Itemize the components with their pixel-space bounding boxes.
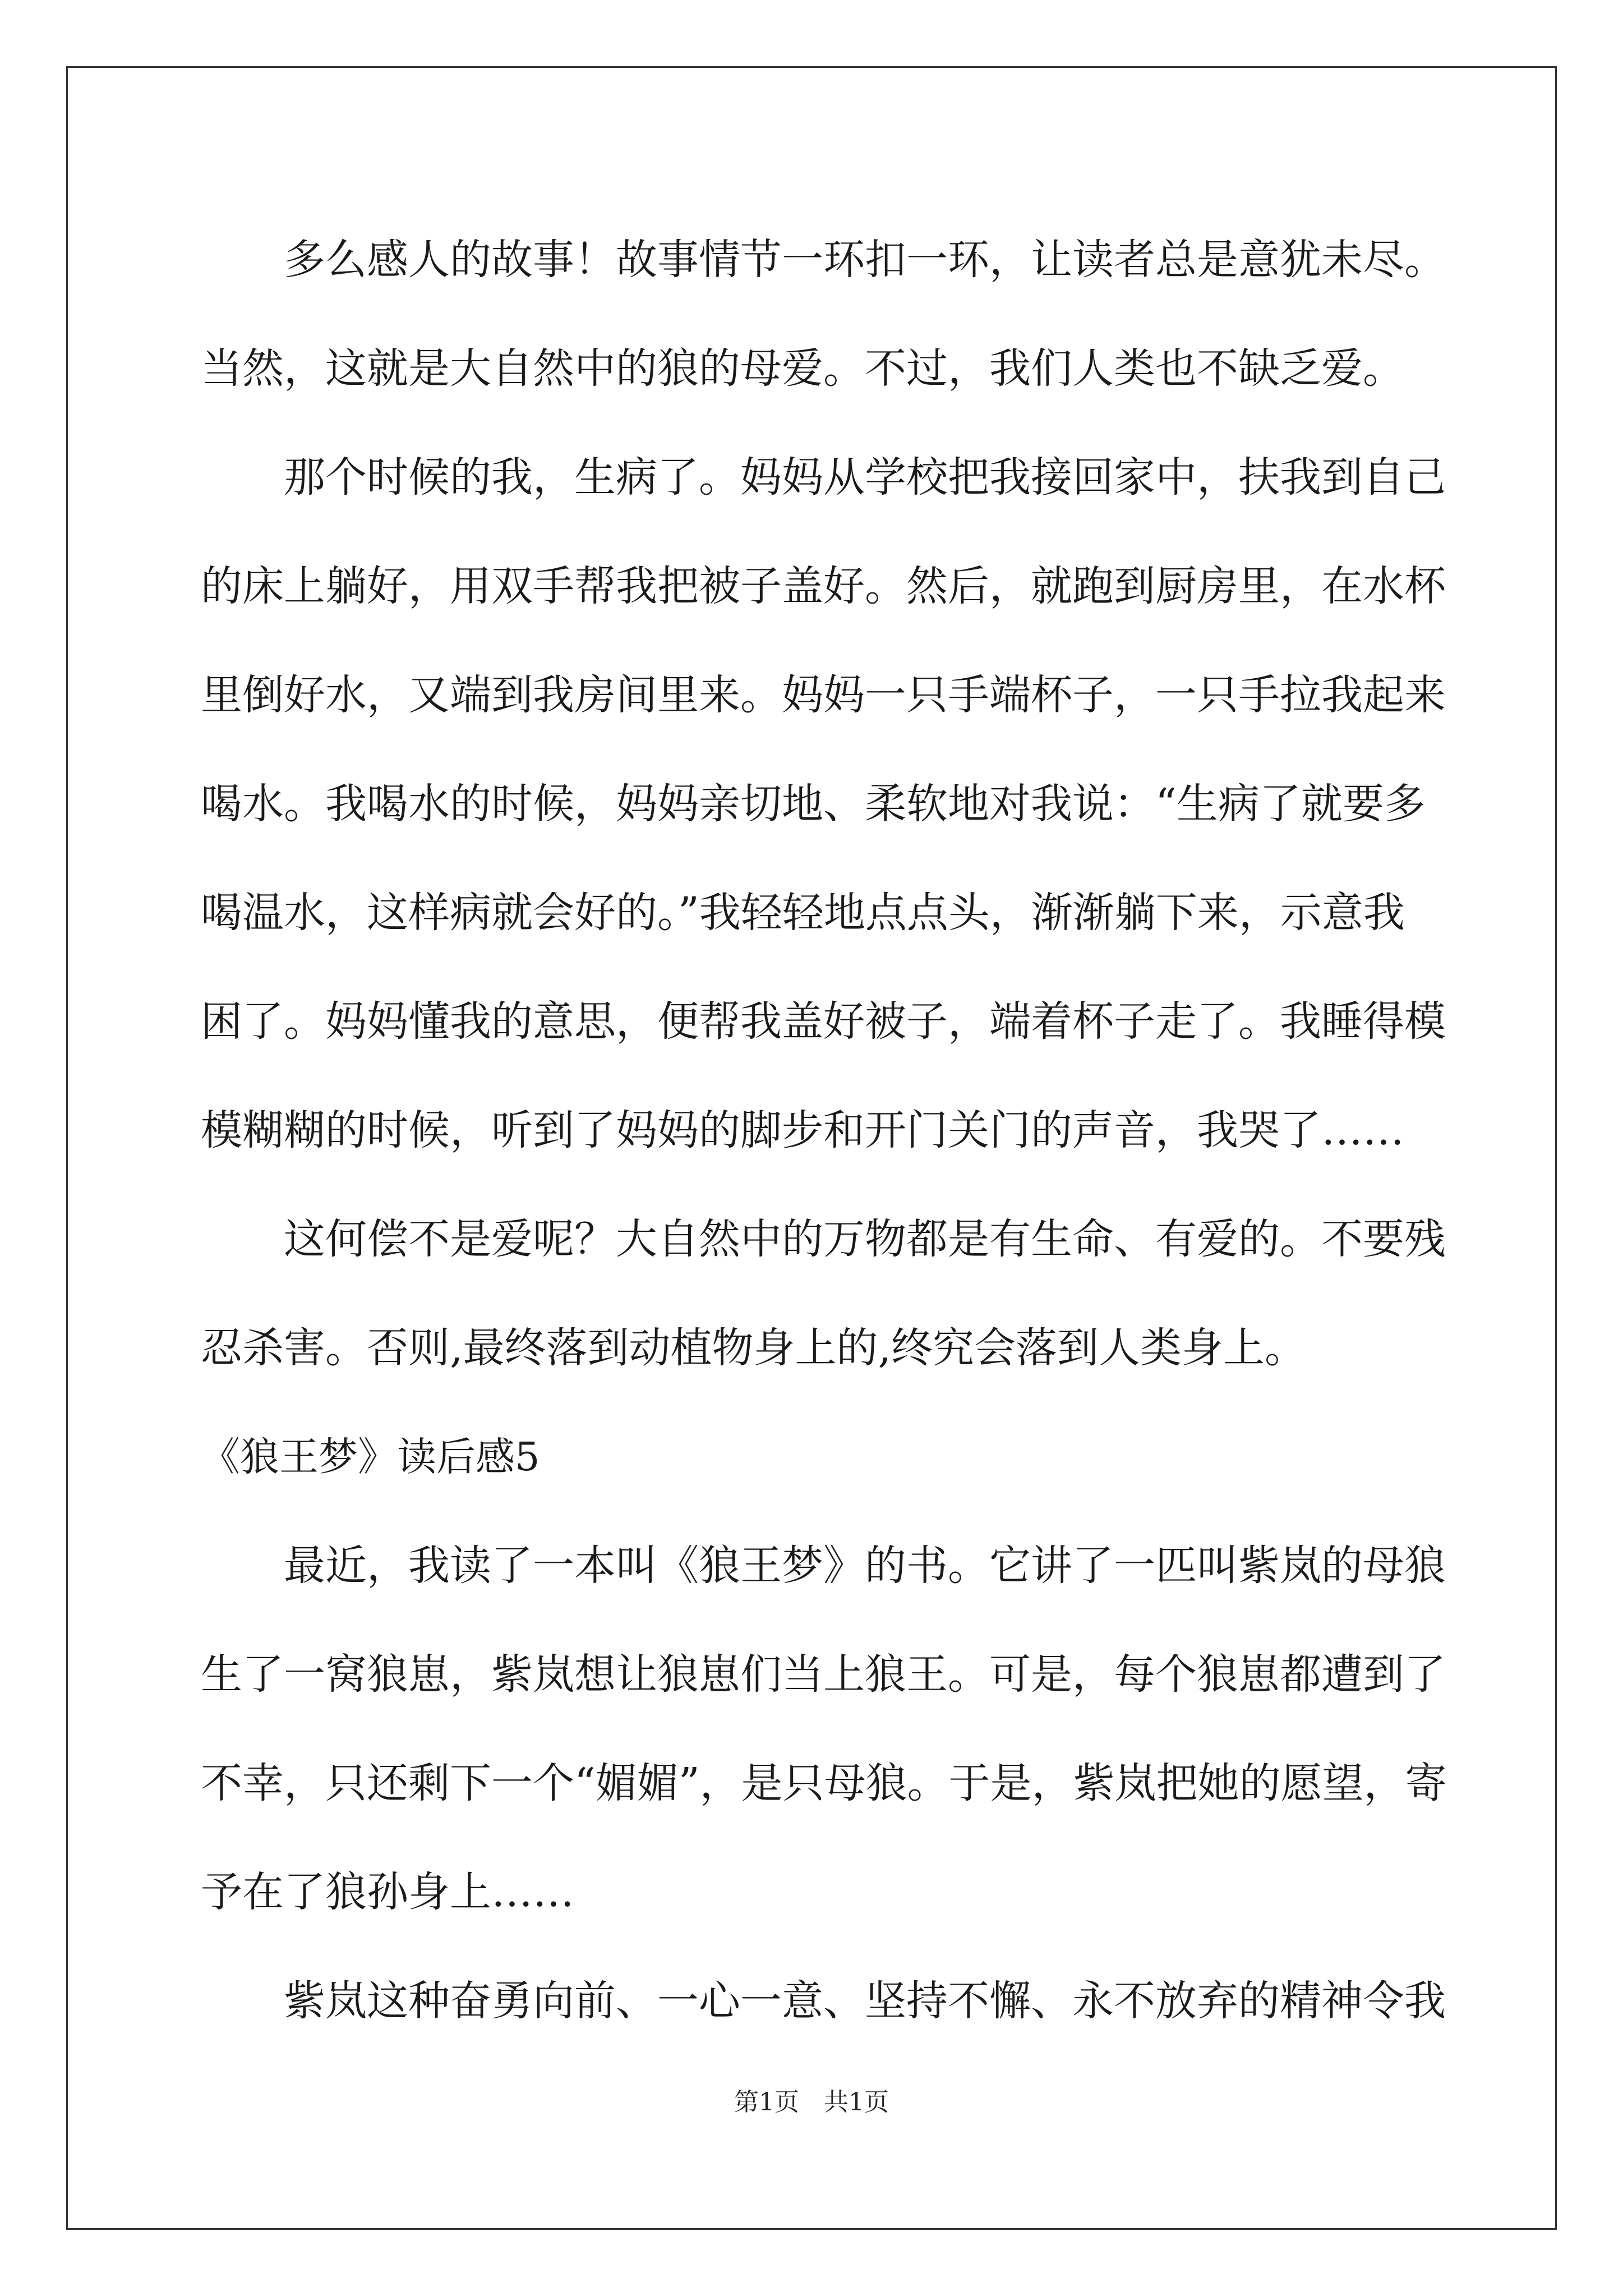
paragraph-line: 不幸，只还剩下一个“媚媚”，是只母狼。于是，紫岚把她的愿望，寄 bbox=[201, 1759, 1447, 1807]
paragraph-line: 多么感人的故事！故事情节一环扣一环，让读者总是意犹未尽。 bbox=[284, 236, 1446, 284]
paragraph-line: 那个时候的我，生病了。妈妈从学校把我接回家中，扶我到自己 bbox=[284, 453, 1446, 501]
document-body bbox=[201, 205, 1447, 2055]
paragraph-line: 最近，我读了一本叫《狼王梦》的书。它讲了一匹叫紫岚的母狼 bbox=[284, 1542, 1446, 1590]
paragraph-line: 这何偿不是爱呢？大自然中的万物都是有生命、有爱的。不要残 bbox=[284, 1215, 1446, 1263]
paragraph-line: 的床上躺好，用双手帮我把被子盖好。然后，就跑到厨房里，在水杯 bbox=[201, 562, 1446, 610]
paragraph-line: 里倒好水，又端到我房间里来。妈妈一只手端杯子，一只手拉我起来 bbox=[201, 671, 1446, 719]
paragraph-line: 模糊糊的时候，听到了妈妈的脚步和开门关门的声音，我哭了…… bbox=[201, 1106, 1404, 1154]
paragraph-line: 忍杀害。否则,最终落到动植物身上的,终究会落到人类身上。 bbox=[201, 1324, 1307, 1372]
paragraph-line: 予在了狼孙身上…… bbox=[201, 1868, 574, 1916]
paragraph-line: 喝水。我喝水的时候，妈妈亲切地、柔软地对我说：“生病了就要多 bbox=[201, 780, 1426, 828]
paragraph-line: 紫岚这种奋勇向前、一心一意、坚持不懈、永不放弃的精神令我 bbox=[284, 1977, 1446, 2025]
page-number-footer: 第1页 共1页 bbox=[734, 2088, 889, 2116]
paragraph-line: 困了。妈妈懂我的意思，便帮我盖好被子，端着杯子走了。我睡得模 bbox=[201, 997, 1446, 1046]
paragraph-line: 生了一窝狼崽，紫岚想让狼崽们当上狼王。可是，每个狼崽都遭到了 bbox=[201, 1650, 1446, 1699]
section-heading: 《狼王梦》读后感5 bbox=[201, 1434, 540, 1480]
paragraph-line: 喝温水，这样病就会好的。”我轻轻地点点头，渐渐躺下来，示意我 bbox=[201, 889, 1405, 937]
paragraph-line: 当然，这就是大自然中的狼的母爱。不过，我们人类也不缺乏爱。 bbox=[201, 344, 1404, 393]
